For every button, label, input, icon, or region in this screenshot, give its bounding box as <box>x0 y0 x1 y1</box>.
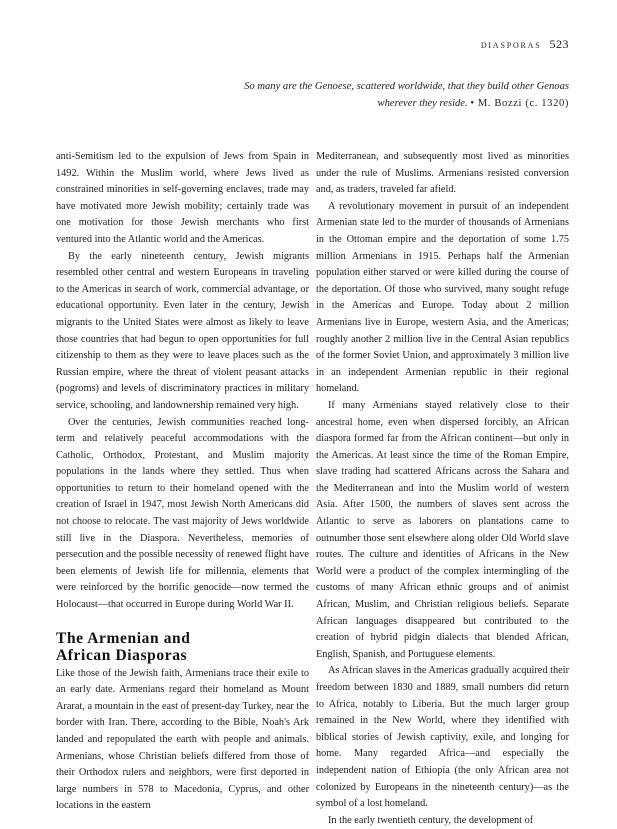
section-heading-line: The Armenian and <box>56 629 191 647</box>
paragraph: By the early nineteenth century, Jewish migrants resembled other central and western Europeans in traveling to the Americas in search of work, commercial advantage, or educational opportunity. Even later in the century, Jewish migrants to the United States were almost as likely to leave those countries that had begun to open opportunities for full citizenship to them as they were to leave places such as the Russian empire, where the threat of violent peasant attacks (pogroms) and levels of discriminatory practices in military service, schooling, and landownership remained very high. <box>56 250 309 411</box>
section-heading <box>56 630 309 664</box>
paragraph: Over the centuries, Jewish communities reached long-term and relatively peaceful accommodations with the Catholic, Orthodox, Protestant, and Muslim majority populations in the lands where they settled. Thus when opportunities to return to their homeland opened with the creation of Israel in 1947, most Jewish North Americans did not choose to relocate. The vast majority of Jews worldwide still live in the Diaspora. Nevertheless, memories of persecution and the possible necessity of renewed flight have been elements of Jewish life for millennia, elements that were reinforced by the horrific genocide—now termed the Holocaust—that occurred in Europe during World War II. <box>56 416 309 611</box>
running-head-section: diasporas <box>480 39 542 51</box>
paragraph: A revolutionary movement in pursuit of an independent Armenian state led to the murder of thousands of Armenians in the Ottoman empire and the deportation of some 1.75 million Armenians in 1915. Perhaps half the Armenian population either starved or were killed during the course of the deportation. Of those who survived, many sought refuge in the Americas and Europe. Today about 2 million Armenians live in Europe, western Asia, and the Americas; roughly another 2 million live in the Central Asian republics of the former Soviet Union, and approximately 3 million live in an independent Armenian republic in their regional homeland. <box>316 200 569 395</box>
right-column <box>316 149 569 829</box>
paragraph: As African slaves in the Americas gradually acquired their freedom between 1830 and 1889, small numbers did return to Africa, notably to Liberia. But the much larger group remained in the New World, where they identified with biblical stories of Jewish captivity, exile, and longing for home. Many regarded Africa—and especially the independent nation of Ethiopia (the only African area not colonized by Europeans in the nineteenth century)—as the symbol of a lost homeland. <box>316 665 569 810</box>
epigraph-attribution: • M. Bozzi (c. 1320) <box>470 98 569 109</box>
epigraph <box>229 78 569 112</box>
epigraph-quote: So many are the Genoese, scattered worldwide, that they build other Genoas wherever they reside. <box>244 81 569 109</box>
paragraph: Mediterranean, and subsequently most lived as minorities under the rule of Muslims. Armenians resisted conversion and, as traders, traveled far afield. <box>316 151 569 196</box>
running-head <box>481 37 569 52</box>
paragraph: In the early twentieth century, the development of <box>328 814 534 826</box>
left-column <box>56 149 309 815</box>
paragraph: If many Armenians stayed relatively close to their ancestral home, even when dispersed forcibly, an African diaspora formed far from the African continent—but only in the Americas. At least since the time of the Roman Empire, slave trading had scattered Africans across the Sahara and the Mediterranean and into the Muslim world of western Asia. After 1500, the numbers of slaves sent across the Atlantic to serve as laborers on plantations came to outnumber those sent elsewhere along older Old World slave routes. The culture and identities of Africans in the New World were a product of the complex intermingling of the customs of many African ethnic groups and of animist African, Muslim, and Christian religious beliefs. Separate African languages disappeared but contributed to the creation of hybrid pidgin dialects that blended African, English, Spanish, and Portuguese elements. <box>316 399 569 660</box>
paragraph: Like those of the Jewish faith, Armenians trace their exile to an early date. Armenians regard their homeland as Mount Ararat, a mountain in the east of present-day Turkey, near the border with Iran. There, according to the Bible, Noah's Ark landed and repopulated the earth with people and animals. Armenians, whose Christian beliefs differed from those of their Orthodox rulers and neighbors, were first deported in large numbers in 578 to Macedonia, Cyprus, and other locations in the eastern <box>56 667 309 812</box>
paragraph: anti-Semitism led to the expulsion of Jews from Spain in 1492. Within the Muslim world, where Jews lived as constrained minorities in self-governing enclaves, trade may have motivated more Jewish mobility; certainly trade was one motivation for those Jewish merchants who first ventured into the Atlantic world and the Americas. <box>56 151 309 245</box>
page-number: 523 <box>549 37 569 51</box>
section-heading-line: African Diasporas <box>56 646 188 664</box>
